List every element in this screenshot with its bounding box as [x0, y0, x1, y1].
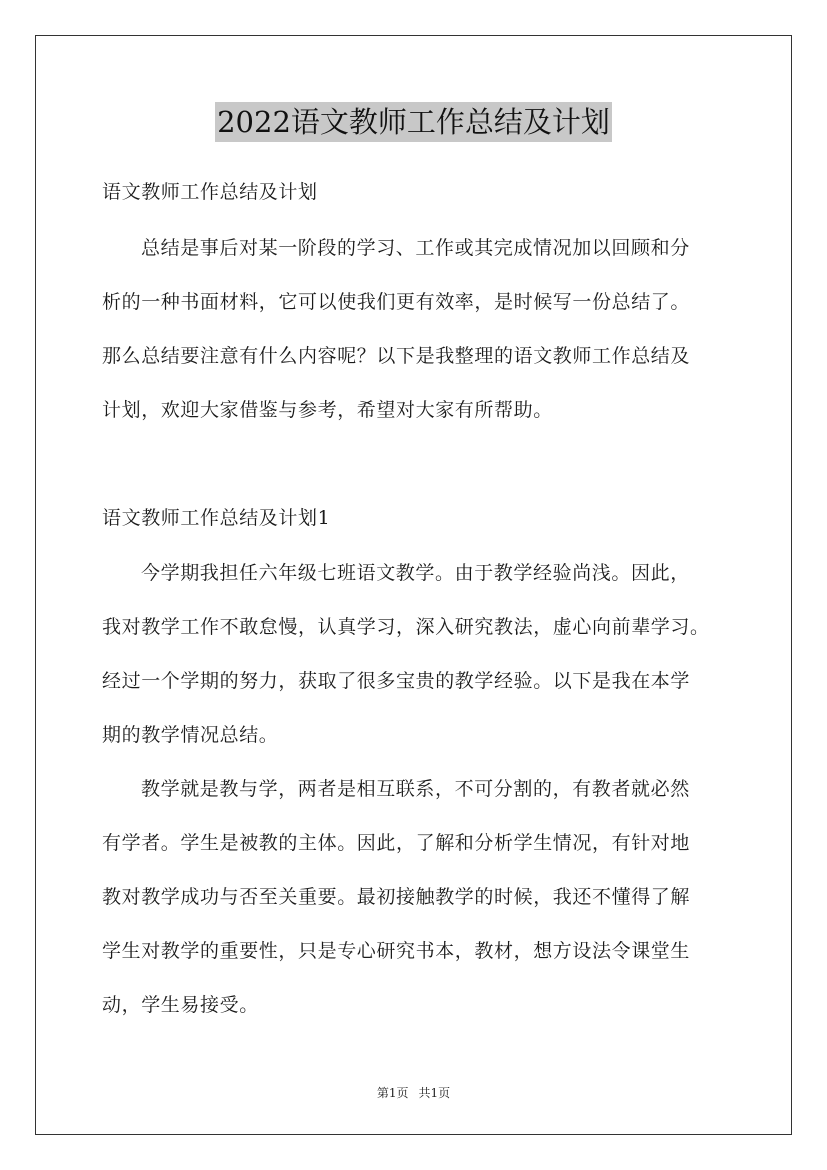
title-container [0, 102, 827, 142]
page-total: 共1页 [418, 1086, 451, 1100]
section-heading: 语文教师工作总结及计划1 [102, 507, 331, 529]
para1-line-2: 我对教学工作不敢怠慢，认真学习，深入研究教法，虚心向前辈学习。 [102, 616, 710, 638]
page-footer [0, 1085, 827, 1101]
para2-line-3: 教对教学成功与否至关重要。最初接触教学的时候，我还不懂得了解 [102, 886, 691, 908]
para2-line-1: 教学就是教与学，两者是相互联系，不可分割的，有教者就必然 [141, 778, 690, 800]
intro-line-2: 析的一种书面材料，它可以使我们更有效率，是时候写一份总结了。 [102, 291, 691, 313]
intro-line-4: 计划，欢迎大家借鉴与参考，希望对大家有所帮助。 [102, 399, 553, 421]
para2-line-2: 有学者。学生是被教的主体。因此，了解和分析学生情况，有针对地 [102, 832, 691, 854]
subtitle: 语文教师工作总结及计划 [102, 181, 318, 203]
page-number: 第1页 [376, 1086, 409, 1100]
intro-line-3: 那么总结要注意有什么内容呢？以下是我整理的语文教师工作总结及 [102, 345, 691, 367]
document-title: 2022语文教师工作总结及计划 [215, 102, 612, 142]
para2-line-4: 学生对教学的重要性，只是专心研究书本，教材，想方设法令课堂生 [102, 940, 691, 962]
intro-line-1: 总结是事后对某一阶段的学习、工作或其完成情况加以回顾和分 [141, 237, 690, 259]
para1-line-4: 期的教学情况总结。 [102, 724, 279, 746]
para1-line-3: 经过一个学期的努力，获取了很多宝贵的教学经验。以下是我在本学 [102, 670, 691, 692]
para1-line-1: 今学期我担任六年级七班语文教学。由于教学经验尚浅。因此， [141, 562, 690, 584]
para2-line-5: 动，学生易接受。 [102, 994, 259, 1016]
